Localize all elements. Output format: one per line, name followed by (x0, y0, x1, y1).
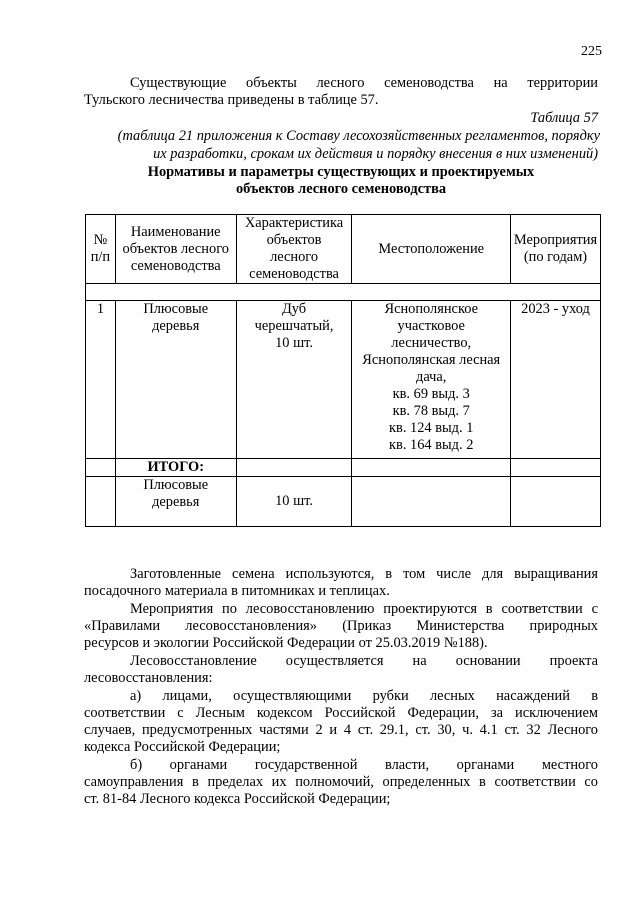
header-events: Мероприятия (по годам) (510, 215, 600, 284)
header-characteristic: Характеристика объектов лесного семеноводства (236, 215, 352, 284)
body-p1-line-1: Заготовленные семена используются, в том числе для выращивания (130, 566, 598, 582)
body-pb-line-3: ст. 81-84 Лесного кодекса Российской Федерации; (84, 791, 391, 807)
body-pa-line-3: случаев, предусмотренных частями 2 и 4 ст. 29.1, ст. 30, ч. 4.1 ст. 32 Лесного (84, 722, 598, 738)
body-pa-line-2: соответствии с Лесным кодексом Российской Федерации, за исключением (84, 705, 598, 721)
body-p2-line-1: Мероприятия по лесовосстановлению проектируются в соответствии с (130, 601, 598, 617)
row-events: 2023 - уход (510, 301, 600, 459)
table-reference-line-2: их разработки, срокам их действия и порядку внесения в них изменений) (153, 146, 598, 162)
table-row (86, 301, 601, 459)
header-name: Наименование объектов лесного семеноводства (115, 215, 236, 284)
body-pb-line-1: б) органами государственной власти, органами местного (130, 757, 598, 773)
row-num: 1 (86, 301, 116, 459)
table-total-row (86, 477, 601, 527)
row-characteristic: Дуб черешчатый, 10 шт. (236, 301, 352, 459)
total-characteristic: 10 шт. (236, 477, 352, 527)
table-title-line-2: объектов лесного семеноводства (235, 181, 447, 197)
table-label: Таблица 57 (530, 110, 598, 126)
page-number: 225 (581, 44, 602, 59)
total-name: Плюсовые деревья (115, 477, 236, 527)
header-num: № п/п (86, 215, 116, 284)
body-pb-line-2: самоуправления в пределах их полномочий, определенных в соответствии со (84, 774, 598, 790)
table-title-line-1: Нормативы и параметры существующих и проектируемых (147, 164, 535, 180)
body-pa-line-1: а) лицами, осуществляющими рубки лесных насаждений в (130, 688, 598, 704)
body-p1-line-2: посадочного материала в питомниках и теплицах. (84, 583, 390, 599)
row-name: Плюсовые деревья (115, 301, 236, 459)
body-p2-line-3: ресурсов и экологии Российской Федерации от 25.03.2019 №188). (84, 635, 488, 651)
total-label: ИТОГО: (115, 459, 236, 477)
body-p3-line-2: лесовосстановления: (84, 670, 213, 686)
seed-objects-table (85, 214, 601, 527)
body-pa-line-4: кодекса Российской Федерации; (84, 739, 281, 755)
table-header-row (86, 215, 601, 284)
table-total-label-row (86, 459, 601, 477)
intro-line-1: Существующие объекты лесного семеноводства на территории (130, 75, 598, 91)
row-location: Яснополянское участковое лесничество, Яснополянская лесная дача, кв. 69 выд. 3 кв. 78 выд. 7 кв. 124 выд. 1 кв. 164 выд. 2 (352, 301, 511, 459)
header-location: Местоположение (352, 215, 511, 284)
intro-line-2: Тульского лесничества приведены в таблице 57. (84, 92, 379, 108)
body-p2-line-2: «Правилами лесовосстановления» (Приказ Министерства природных (84, 618, 598, 634)
body-p3-line-1: Лесовосстановление осуществляется на основании проекта (130, 653, 598, 669)
table-reference-line-1: (таблица 21 приложения к Составу лесохозяйственных регламентов, порядку (117, 128, 600, 144)
table-empty-row (86, 284, 601, 301)
